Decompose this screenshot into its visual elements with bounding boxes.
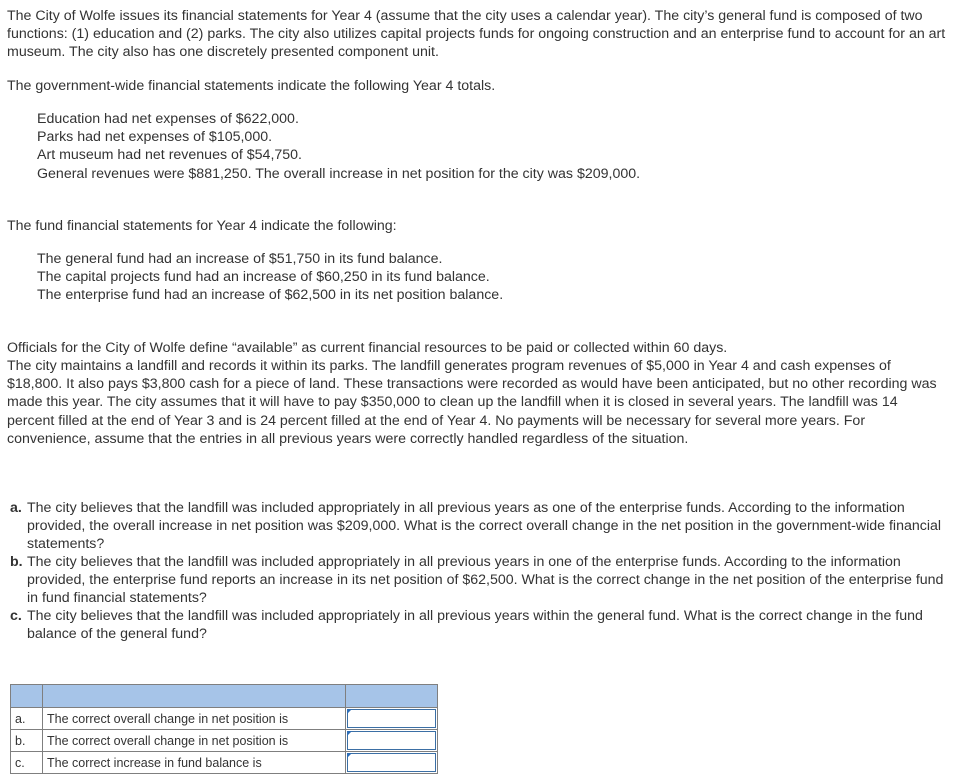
- question-a: [10, 499, 950, 554]
- answer-row-c: [11, 752, 438, 774]
- answer-letter: b.: [11, 730, 43, 752]
- question-letter: a.: [10, 500, 22, 516]
- answer-label: The correct overall change in net position is: [43, 708, 346, 730]
- answer-input-b[interactable]: [347, 731, 436, 750]
- answer-input-a[interactable]: [347, 709, 436, 728]
- gw-item-art-museum: Art museum had net revenues of $54,750.: [37, 147, 302, 164]
- fund-items-list: [37, 250, 937, 305]
- answer-label: The correct overall change in net position is: [43, 730, 346, 752]
- gw-item-education: Education had net expenses of $622,000.: [37, 111, 299, 127]
- answer-table: [10, 684, 438, 774]
- answer-table-header: [11, 685, 438, 708]
- fund-item-general: The general fund had an increase of $51,750 in its fund balance.: [37, 251, 443, 267]
- fund-item-capital-projects: The capital projects fund had an increase of $60,250 in its fund balance.: [37, 269, 490, 286]
- answer-row-a: [11, 708, 438, 730]
- landfill-paragraph: The city maintains a landfill and records it within its parks. The landfill generates program revenues of $5,000 in Year 4 and cash expenses of $18,800. It also pays $3,800 cash for a piece of land. These transactions were recorded as would have been anticipated, but no other recording was made this year. The city assumes that it will have to pay $350,000 to clean up the landfill when it is closed in several years. The landfill was 14 percent filled at the end of Year 3 and is 24 percent filled at the end of Year 4. No payments will be necessary for several more years. For convenience, assume that the entries in all previous years were correctly handled regardless of the situation.: [7, 358, 937, 447]
- intro-paragraph: The City of Wolfe issues its financial statements for Year 4 (assume that the city uses a calendar year). The city’s general fund is composed of two functions: (1) education and (2) parks. The city also utilizes capital projects funds for ongoing construction and an enterprise fund to account for an art museum. The city also has one discretely presented component unit.: [7, 8, 946, 61]
- fund-heading: The fund financial statements for Year 4 indicate the following:: [7, 218, 397, 234]
- answer-letter: a.: [11, 708, 43, 730]
- question-text: The city believes that the landfill was included appropriately in all previous years within the general fund. What is the correct change in the fund balance of the general fund?: [27, 608, 923, 643]
- answer-letter: c.: [11, 752, 43, 774]
- gw-item-parks: Parks had net expenses of $105,000.: [37, 129, 273, 146]
- question-c: [10, 607, 950, 643]
- available-definition: Officials for the City of Wolfe define “available” as current financial resources to be paid or collected within 60 days.: [7, 340, 728, 356]
- question-text: The city believes that the landfill was included appropriately in all previous years as one of the enterprise funds. According to the information provided, the overall increase in net position was $209,000. What is the correct overall change in the net position in the government-wide financial statements?: [27, 500, 942, 553]
- question-b: [10, 553, 950, 608]
- gw-heading: The government-wide financial statements indicate the following Year 4 totals.: [7, 78, 496, 94]
- answer-label: The correct increase in fund balance is: [43, 752, 346, 774]
- gw-item-general-revenues: General revenues were $881,250. The overall increase in net position for the city was $209,000.: [37, 165, 641, 182]
- question-letter: b.: [10, 554, 23, 570]
- question-letter: c.: [10, 608, 22, 624]
- question-text: The city believes that the landfill was included appropriately in all previous years in one of the enterprise funds. According to the information provided, the enterprise fund reports an increase in its net position of $62,500. What is the correct change in the net position of the enterprise fund in fund financial statements?: [27, 554, 944, 607]
- answer-input-c[interactable]: [347, 753, 436, 772]
- answer-row-b: [11, 730, 438, 752]
- fund-item-enterprise: The enterprise fund had an increase of $62,500 in its net position balance.: [37, 287, 504, 304]
- gw-items-list: [37, 110, 937, 183]
